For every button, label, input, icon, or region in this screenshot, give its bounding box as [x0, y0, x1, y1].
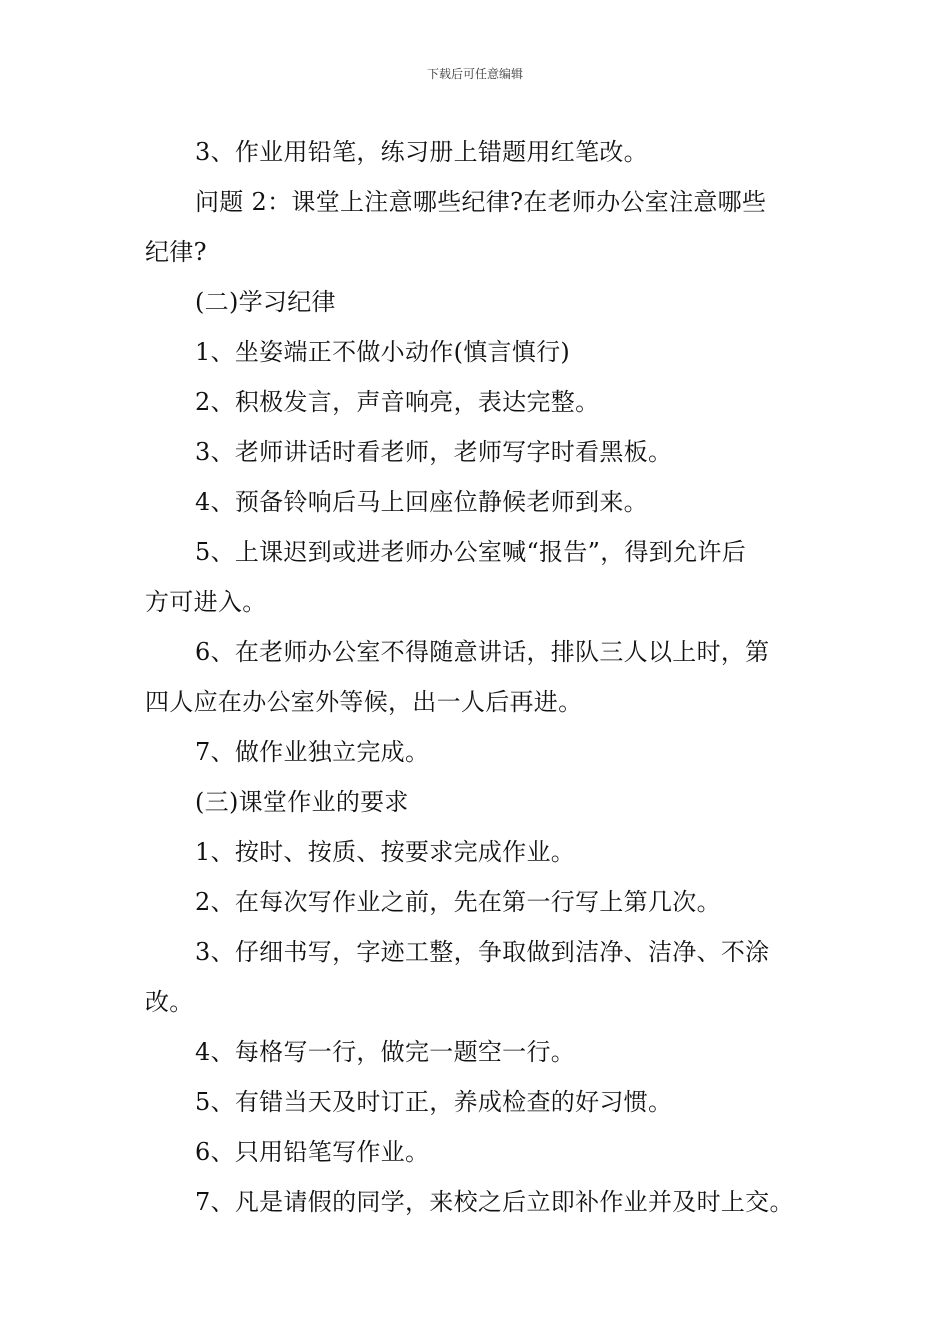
page-header: 下载后可任意编辑	[426, 67, 523, 81]
list-item-continuation: 四人应在办公室外等候，出一人后再进。	[145, 688, 583, 716]
list-item-continuation: 改。	[145, 988, 194, 1016]
list-item-continuation: 方可进入。	[145, 588, 267, 616]
list-item: 2、在每次写作业之前，先在第一行写上第几次。	[195, 888, 721, 916]
document-body	[145, 127, 815, 1227]
list-item: 6、只用铅笔写作业。	[195, 1138, 430, 1166]
list-item: 3、老师讲话时看老师，老师写字时看黑板。	[195, 438, 673, 466]
paragraph-continuation: 纪律?	[145, 238, 207, 266]
section-heading: (二)学习纪律	[195, 288, 336, 316]
list-item: 5、有错当天及时订正，养成检查的好习惯。	[195, 1088, 673, 1116]
list-item: 3、仔细书写，字迹工整，争取做到洁净、洁净、不涂	[195, 938, 770, 966]
list-item: 1、按时、按质、按要求完成作业。	[195, 838, 576, 866]
question-line: 问题 2：课堂上注意哪些纪律?在老师办公室注意哪些	[195, 188, 767, 216]
list-item: 7、凡是请假的同学，来校之后立即补作业并及时上交。	[195, 1188, 794, 1216]
list-item: 7、做作业独立完成。	[195, 738, 430, 766]
list-item: 2、积极发言，声音响亮，表达完整。	[195, 388, 600, 416]
list-item: 4、预备铃响后马上回座位静候老师到来。	[195, 488, 648, 516]
list-item: 4、每格写一行，做完一题空一行。	[195, 1038, 576, 1066]
list-item: 5、上课迟到或进老师办公室喊“报告”，得到允许后	[195, 538, 747, 566]
section-heading: (三)课堂作业的要求	[195, 788, 409, 816]
paragraph-line: 3、作业用铅笔，练习册上错题用红笔改。	[195, 138, 648, 166]
list-item: 6、在老师办公室不得随意讲话，排队三人以上时，第	[195, 638, 770, 666]
list-item: 1、坐姿端正不做小动作(慎言慎行)	[195, 338, 571, 366]
